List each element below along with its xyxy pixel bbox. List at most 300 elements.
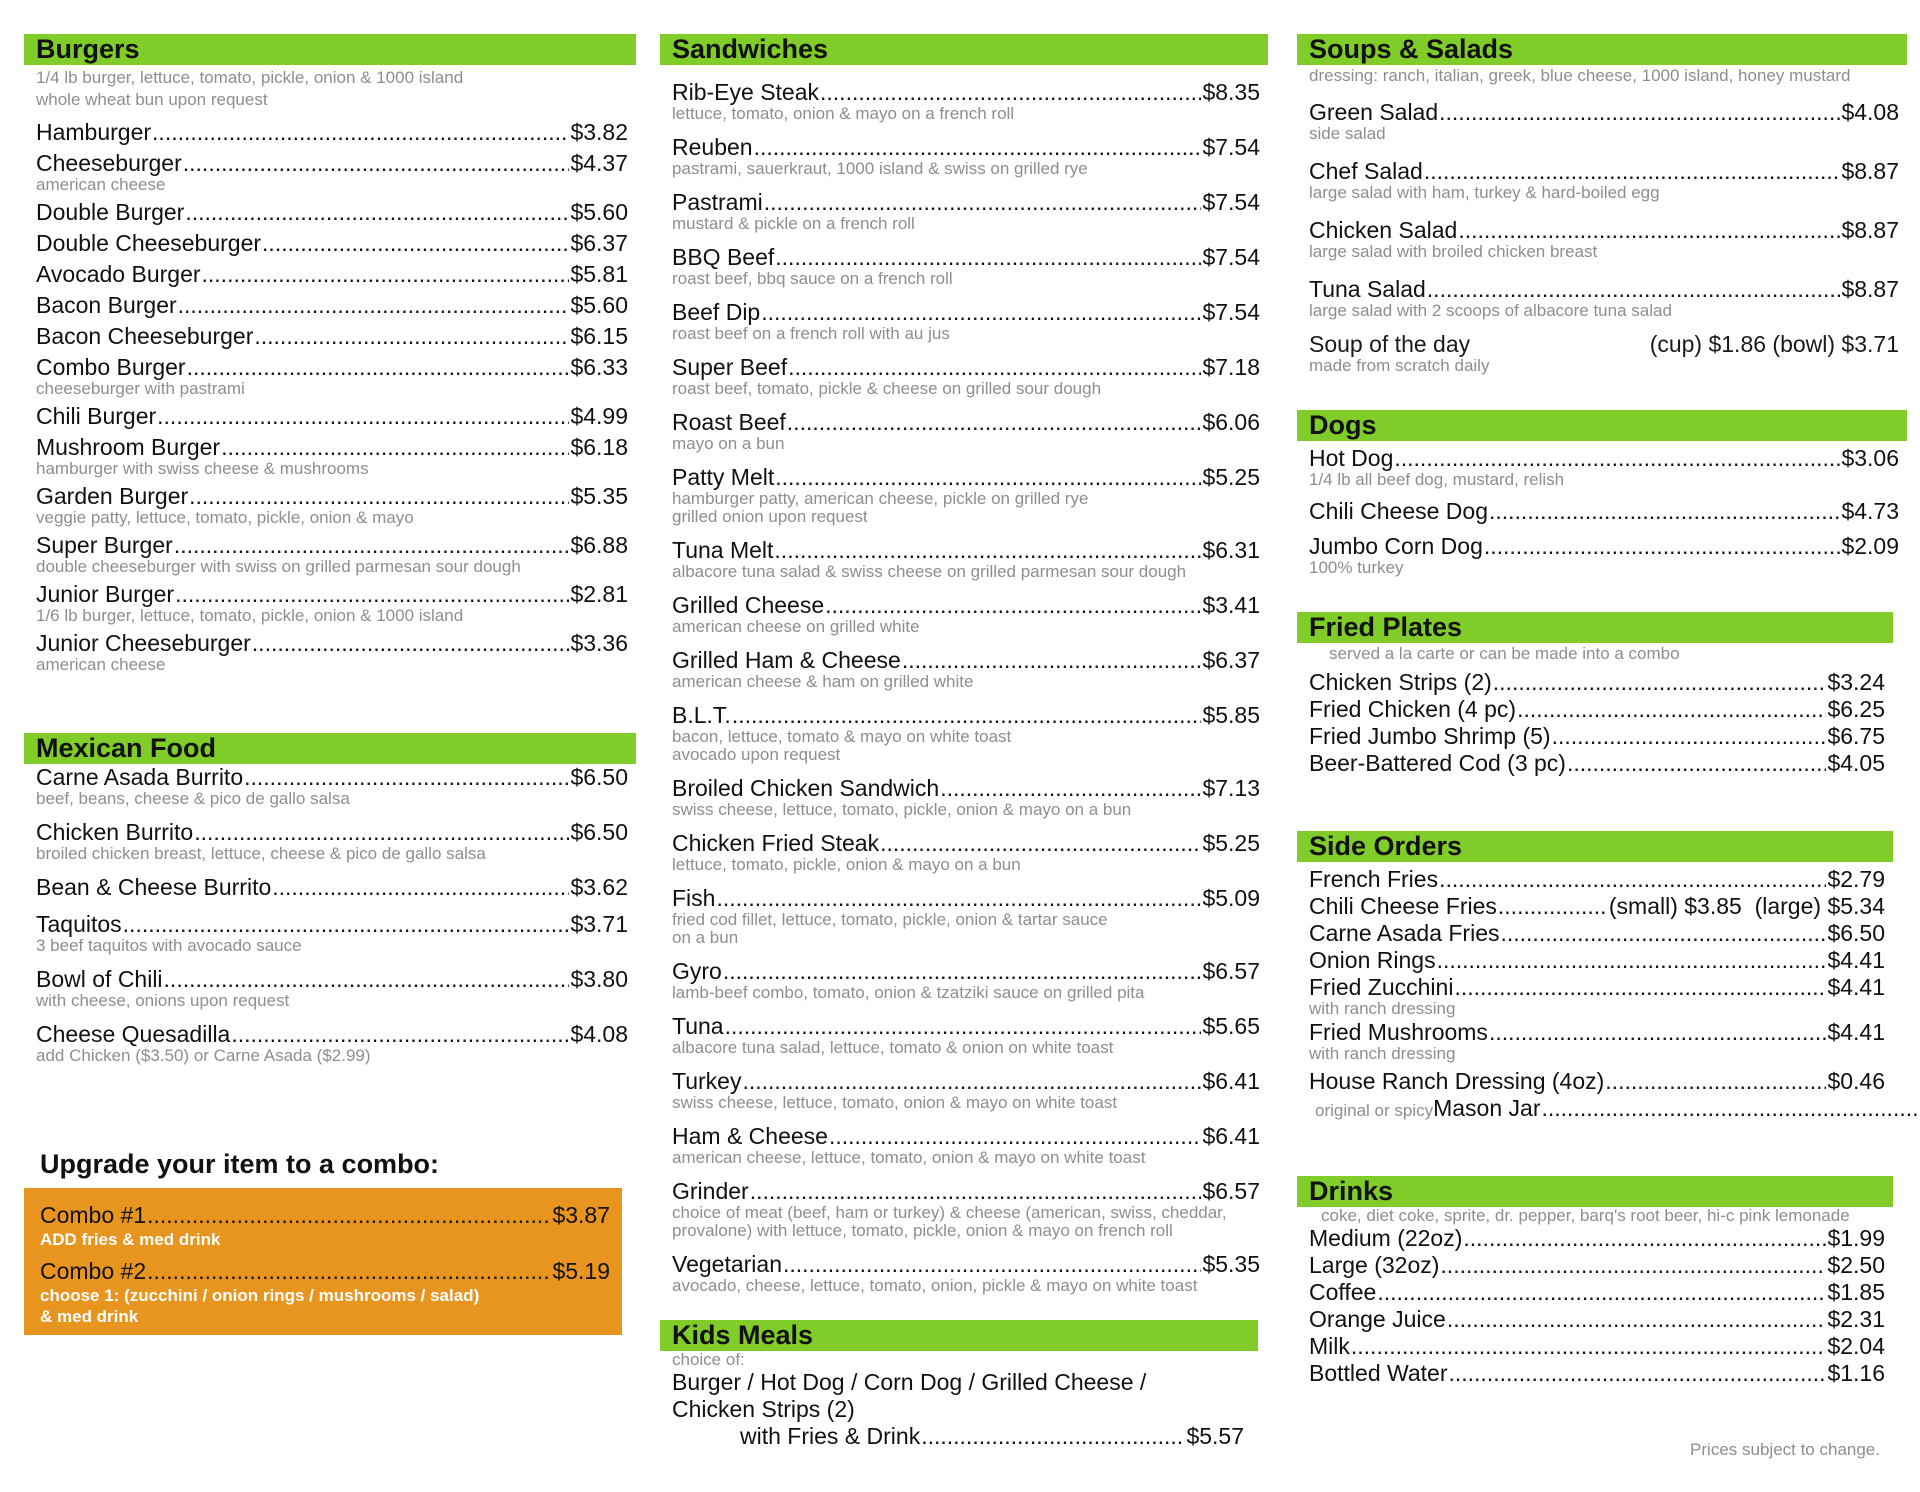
kids-section: [660, 1320, 1258, 1450]
leader-dots: [775, 244, 1201, 271]
item-desc: roast beef, bbq sauce on a french roll: [672, 269, 953, 288]
leader-dots: [825, 592, 1201, 619]
item-row: [672, 1013, 1260, 1040]
burgers-notes: [24, 67, 636, 111]
price-disclaimer: Prices subject to change.: [1690, 1440, 1880, 1459]
item-desc: bacon, lettuce, tomato & mayo on white toast: [672, 727, 1012, 746]
menu-item: [672, 79, 1260, 124]
item-desc: albacore tuna salad, lettuce, tomato & onion on white toast: [672, 1038, 1114, 1057]
item-desc: roast beef on a french roll with au jus: [672, 324, 950, 343]
item-name: Chicken Fried Steak: [672, 830, 880, 856]
item-name: Jumbo Corn Dog: [1309, 533, 1483, 559]
item-name: Chili Cheese Dog: [1309, 498, 1488, 524]
item-price: $1.99: [1827, 1225, 1885, 1251]
menu-item: [1309, 750, 1885, 777]
item-row: [36, 354, 628, 381]
item-name: Taquitos: [36, 911, 122, 937]
menu-item: [672, 1178, 1260, 1241]
item-row: [1309, 1019, 1885, 1046]
item-name: Chili Cheese Fries: [1309, 893, 1497, 919]
item-row: [672, 1068, 1260, 1095]
menu-item: [672, 134, 1260, 179]
menu-item: [672, 647, 1260, 692]
item-price: $7.13: [1202, 775, 1260, 801]
item-name: Chili Burger: [36, 403, 157, 429]
item-price: $2.09: [1841, 533, 1899, 559]
item-price: $5.65: [1202, 1013, 1260, 1039]
menu-item: [672, 1123, 1260, 1168]
item-price: $2.79: [1827, 866, 1885, 892]
item-row: [1309, 1333, 1885, 1360]
item-row: [36, 1021, 628, 1048]
item-row: [672, 464, 1260, 491]
menu-item: [1309, 1019, 1885, 1064]
leader-dots: [202, 261, 570, 288]
kids-with-label: with Fries & Drink: [740, 1423, 921, 1449]
leader-dots: [1463, 1225, 1826, 1252]
menu-item: [672, 1068, 1260, 1113]
mason-row: [1309, 1095, 1885, 1122]
item-price: $7.54: [1202, 299, 1260, 325]
fried-items: [1297, 669, 1893, 777]
item-price: $5.60: [570, 292, 628, 318]
kids-line-2: Chicken Strips (2): [672, 1396, 855, 1422]
menu-item: [36, 819, 628, 864]
item-name: Grinder: [672, 1178, 749, 1204]
leader-dots: [761, 299, 1201, 326]
item-row: [672, 1123, 1260, 1150]
item-row: [1309, 920, 1885, 947]
item-desc: provalone) with lettuce, tomato, pickle, onion & mayo on french roll: [672, 1221, 1173, 1240]
mexican-items: [24, 764, 636, 1066]
item-price: $5.35: [570, 483, 628, 509]
item-desc: broiled chicken breast, lettuce, cheese & pico de gallo salsa: [36, 844, 486, 863]
menu-item: [36, 119, 628, 146]
menu-item: [672, 830, 1260, 875]
item-desc: side salad: [1309, 124, 1386, 143]
item-desc: albacore tuna salad & swiss cheese on grilled parmesan sour dough: [672, 562, 1187, 581]
item-desc: with ranch dressing: [1309, 999, 1456, 1018]
leader-dots: [716, 885, 1201, 912]
leader-dots: [1484, 533, 1841, 560]
item-name: Combo #2: [40, 1258, 147, 1284]
menu-item: [1309, 974, 1885, 1019]
item-row: [36, 261, 628, 288]
leader-dots: [723, 958, 1202, 985]
item-name: Tuna Salad: [1309, 276, 1426, 302]
leader-dots: [157, 403, 569, 430]
item-name: Orange Juice: [1309, 1306, 1446, 1332]
item-row: [1309, 1225, 1885, 1252]
item-name: Carne Asada Fries: [1309, 920, 1500, 946]
item-desc: lettuce, tomato, pickle, onion & mayo on a bun: [672, 855, 1021, 874]
item-desc: large salad with broiled chicken breast: [1309, 242, 1598, 261]
leader-dots: [1489, 1019, 1827, 1046]
item-desc: beef, beans, cheese & pico de gallo salsa: [36, 789, 350, 808]
menu-item: [672, 775, 1260, 820]
item-price: $6.88: [570, 532, 628, 558]
leader-dots: [742, 1068, 1201, 1095]
menu-item: [1309, 696, 1885, 723]
soup-name: Soup of the day: [1309, 331, 1471, 357]
item-price: $4.41: [1827, 1019, 1885, 1045]
item-name: Bean & Cheese Burrito: [36, 874, 272, 900]
menu-item: [672, 1251, 1260, 1296]
item-price: $6.31: [1202, 537, 1260, 563]
item-price: $6.15: [570, 323, 628, 349]
menu-item: [672, 885, 1260, 948]
menu-item: [1309, 533, 1899, 578]
leader-dots: [189, 483, 569, 510]
menu-item: [36, 261, 628, 288]
combo-title: Upgrade your item to a combo:: [40, 1149, 440, 1179]
leader-dots: [1567, 750, 1826, 777]
item-price: $3.41: [1202, 592, 1260, 618]
menu-item: [36, 911, 628, 956]
sides-section: [1297, 831, 1893, 1122]
item-name: House Ranch Dressing (4oz): [1309, 1068, 1605, 1094]
leader-dots: [178, 292, 570, 319]
menu-item: [36, 532, 628, 577]
item-name: Fish: [672, 885, 716, 911]
menu-item: [36, 1021, 628, 1066]
menu-item: [1309, 866, 1885, 893]
leader-dots: [254, 323, 569, 350]
menu-item: [1309, 1225, 1885, 1252]
item-name: Vegetarian: [672, 1251, 782, 1277]
item-price: $6.37: [570, 230, 628, 256]
item-row: [36, 230, 628, 257]
leader-dots: [221, 434, 569, 461]
item-row: [1309, 696, 1885, 723]
item-name: Chicken Burrito: [36, 819, 194, 845]
item-name: Chef Salad: [1309, 158, 1423, 184]
kids-line-1: Burger / Hot Dog / Corn Dog / Grilled Cheese /: [672, 1369, 1147, 1395]
leader-dots: [940, 775, 1201, 802]
leader-dots: [880, 830, 1201, 857]
item-row: [1309, 533, 1899, 560]
item-desc: large salad with ham, turkey & hard-boiled egg: [1309, 183, 1660, 202]
leader-dots: [1458, 217, 1840, 244]
item-desc: american cheese: [36, 655, 166, 674]
item-row: [1309, 669, 1885, 696]
item-row: [1309, 498, 1899, 525]
item-price: $4.73: [1841, 498, 1899, 524]
item-name: Medium (22oz): [1309, 1225, 1463, 1251]
leader-dots: [152, 119, 569, 146]
item-row: [672, 775, 1260, 802]
leader-dots: [1437, 947, 1827, 974]
item-price: $8.87: [1841, 276, 1899, 302]
item-price: $4.05: [1827, 750, 1885, 776]
item-desc: grilled onion upon request: [672, 507, 868, 526]
item-desc: american cheese: [36, 175, 166, 194]
item-row: [36, 911, 628, 938]
leader-dots: [750, 1178, 1202, 1205]
item-name: Garden Burger: [36, 483, 189, 509]
menu-item: [40, 1258, 610, 1327]
menu-item: [1309, 1333, 1885, 1360]
menu-item: [1309, 1068, 1885, 1122]
item-row: [36, 532, 628, 559]
leader-dots: [183, 150, 570, 177]
item-price: $3.24: [1827, 669, 1885, 695]
leader-dots: [754, 134, 1202, 161]
item-name: Onion Rings: [1309, 947, 1436, 973]
leader-dots: [187, 354, 570, 381]
right-column: [1297, 34, 1907, 1387]
leader-dots: [1517, 696, 1826, 723]
leader-dots: [921, 1423, 1185, 1450]
item-desc: 1/4 lb all beef dog, mustard, relish: [1309, 470, 1565, 489]
item-row: [36, 874, 628, 901]
item-price: $4.41: [1827, 947, 1885, 973]
item-price: $5.81: [570, 261, 628, 287]
item-price: $5.25: [1202, 464, 1260, 490]
soup-price: (cup) $1.86 (bowl) $3.71: [1649, 331, 1899, 357]
menu-item: [36, 323, 628, 350]
item-name: Mushroom Burger: [36, 434, 221, 460]
menu-item: [36, 483, 628, 528]
leader-dots: [1439, 99, 1840, 126]
item-name: Fried Jumbo Shrimp (5): [1309, 723, 1551, 749]
menu-item: [1309, 1306, 1885, 1333]
item-row: [672, 1178, 1260, 1205]
leader-dots: [774, 537, 1201, 564]
burgers-note: 1/4 lb burger, lettuce, tomato, pickle, onion & 1000 island: [36, 68, 464, 87]
item-price: $6.41: [1202, 1123, 1260, 1149]
menu-item: [1309, 893, 1885, 920]
item-row: [672, 702, 1260, 729]
item-name: Combo Burger: [36, 354, 186, 380]
leader-dots: [783, 1251, 1201, 1278]
menu-item: [36, 292, 628, 319]
leader-dots: [820, 79, 1201, 106]
menu-item: [1309, 669, 1885, 696]
fried-header: Fried Plates: [1297, 612, 1893, 643]
menu-item: [1309, 158, 1899, 203]
combo-section: [24, 1148, 636, 1335]
drinks-items: [1297, 1225, 1893, 1387]
item-price: $5.35: [1202, 1251, 1260, 1277]
item-desc: roast beef, tomato, pickle & cheese on grilled sour dough: [672, 379, 1102, 398]
item-desc: pastrami, sauerkraut, 1000 island & swiss on grilled rye: [672, 159, 1088, 178]
menu-item: [672, 464, 1260, 527]
mexican-header: Mexican Food: [24, 733, 636, 764]
menu-item: [36, 581, 628, 626]
item-name: Chicken Strips (2): [1309, 669, 1492, 695]
item-name: Cheese Quesadilla: [36, 1021, 231, 1047]
menu-item: [36, 966, 628, 1011]
menu-item: [672, 958, 1260, 1003]
item-name: Turkey: [672, 1068, 742, 1094]
sides-items: [1297, 866, 1893, 1122]
leader-dots: [194, 819, 569, 846]
leader-dots: [829, 1123, 1201, 1150]
item-row: [1309, 99, 1899, 126]
leader-dots: [244, 764, 569, 791]
item-row: [36, 199, 628, 226]
item-price: $6.41: [1202, 1068, 1260, 1094]
item-price: $7.54: [1202, 134, 1260, 160]
leader-dots: [902, 647, 1202, 674]
left-column: [24, 34, 636, 1335]
item-price: $0.46: [1827, 1068, 1885, 1094]
sandwiches-items: [660, 79, 1268, 1296]
leader-dots: [1605, 1068, 1826, 1095]
item-price: $3.36: [570, 630, 628, 656]
item-name: Gyro: [672, 958, 722, 984]
item-desc: with cheese, onions upon request: [36, 991, 290, 1010]
item-price: $2.81: [570, 581, 628, 607]
item-desc: veggie patty, lettuce, tomato, pickle, onion & mayo: [36, 508, 414, 527]
item-price: $2.50: [1827, 1252, 1885, 1278]
leader-dots: [123, 911, 570, 938]
item-name: Fried Zucchini: [1309, 974, 1454, 1000]
item-name: French Fries: [1309, 866, 1439, 892]
leader-dots: [1447, 1306, 1827, 1333]
item-price: $6.06: [1202, 409, 1260, 435]
item-desc: with ranch dressing: [1309, 1044, 1456, 1063]
item-price: $1.16: [1827, 1360, 1885, 1386]
leader-dots: [231, 1021, 569, 1048]
item-desc: american cheese, lettuce, tomato, onion & mayo on white toast: [672, 1148, 1146, 1167]
leader-dots: [1448, 1360, 1826, 1387]
leader-dots: [1552, 723, 1827, 750]
item-desc: cheeseburger with pastrami: [36, 379, 245, 398]
soup-of-day: [1297, 331, 1907, 376]
leader-dots: [262, 230, 569, 257]
leader-dots: [272, 874, 569, 901]
item-row: [36, 483, 628, 510]
item-desc: swiss cheese, lettuce, tomato, pickle, onion & mayo on a bun: [672, 800, 1132, 819]
item-desc: on a bun: [672, 928, 739, 947]
menu-item: [1309, 1252, 1885, 1279]
menu-item: [672, 592, 1260, 637]
leader-dots: [764, 189, 1202, 216]
item-row: [672, 885, 1260, 912]
item-row: [36, 403, 628, 430]
item-price: $3.62: [570, 874, 628, 900]
menu-item: [672, 537, 1260, 582]
item-price: $5.85: [1202, 702, 1260, 728]
item-name: Ham & Cheese: [672, 1123, 828, 1149]
item-name: B.L.T.: [672, 702, 731, 728]
sandwiches-header: Sandwiches: [660, 34, 1268, 65]
item-name: Avocado Burger: [36, 261, 201, 287]
item-name: Broiled Chicken Sandwich: [672, 775, 940, 801]
item-row: [36, 819, 628, 846]
item-name: Beef Dip: [672, 299, 761, 325]
ranch-desc: original or spicy: [1315, 1101, 1434, 1120]
item-price: $6.18: [570, 434, 628, 460]
menu-item: [36, 150, 628, 195]
dogs-items: [1297, 445, 1907, 578]
menu-item: [1309, 723, 1885, 750]
drinks-header: Drinks: [1297, 1176, 1893, 1207]
item-name: Chicken Salad: [1309, 217, 1458, 243]
menu-item: [672, 354, 1260, 399]
leader-dots: [1440, 1252, 1826, 1279]
item-row: [1309, 1360, 1885, 1387]
leader-dots: [1351, 1333, 1827, 1360]
item-row: [672, 409, 1260, 436]
menu-item: [36, 199, 628, 226]
menu-item: [672, 189, 1260, 234]
item-price: $6.50: [1827, 920, 1885, 946]
menu-item: [36, 354, 628, 399]
item-price: $3.87: [552, 1202, 610, 1228]
item-row: [672, 537, 1260, 564]
soup-desc: made from scratch daily: [1309, 356, 1490, 375]
menu-item: [1309, 445, 1899, 490]
leader-dots: [1489, 498, 1840, 525]
burgers-items: [24, 119, 636, 675]
item-price: $3.06: [1841, 445, 1899, 471]
item-row: [672, 299, 1260, 326]
menu-item: [40, 1202, 610, 1250]
item-row: [36, 323, 628, 350]
item-row: [672, 958, 1260, 985]
item-price: $3.82: [570, 119, 628, 145]
menu-item: [36, 230, 628, 257]
item-name: Carne Asada Burrito: [36, 764, 244, 790]
item-name: Grilled Ham & Cheese: [672, 647, 901, 673]
item-price: $4.08: [1841, 99, 1899, 125]
item-row: [672, 244, 1260, 271]
sides-header: Side Orders: [1297, 831, 1893, 862]
item-price: $6.57: [1202, 958, 1260, 984]
item-row: [36, 119, 628, 146]
item-desc: 1/6 lb burger, lettuce, tomato, pickle, onion & 1000 island: [36, 606, 464, 625]
item-desc: 3 beef taquitos with avocado sauce: [36, 936, 302, 955]
item-name: Junior Burger: [36, 581, 175, 607]
kids-price-row: [660, 1423, 1258, 1450]
item-desc: add Chicken ($3.50) or Carne Asada ($2.99): [36, 1046, 371, 1065]
item-row: [36, 966, 628, 993]
item-row: [1309, 947, 1885, 974]
item-price: $6.75: [1827, 723, 1885, 749]
menu-item: [672, 299, 1260, 344]
leader-dots: [1498, 893, 1608, 920]
item-price: $6.50: [570, 819, 628, 845]
middle-column: [660, 34, 1268, 1450]
item-desc: mayo on a bun: [672, 434, 785, 453]
item-row: [1309, 445, 1899, 472]
item-name: Bottled Water: [1309, 1360, 1448, 1386]
kids-price: $5.57: [1186, 1423, 1244, 1449]
leader-dots: [1541, 1095, 1920, 1122]
leader-dots: [252, 630, 570, 657]
item-desc: swiss cheese, lettuce, tomato, onion & mayo on white toast: [672, 1093, 1118, 1112]
item-name: Combo #1: [40, 1202, 147, 1228]
item-name: Super Burger: [36, 532, 173, 558]
item-desc: avocado upon request: [672, 745, 841, 764]
item-price: $8.87: [1841, 158, 1899, 184]
item-row: [672, 830, 1260, 857]
item-price: $6.57: [1202, 1178, 1260, 1204]
item-desc: fried cod fillet, lettuce, tomato, pickle, onion & tartar sauce: [672, 910, 1108, 929]
menu-item: [1309, 947, 1885, 974]
item-price: $3.80: [570, 966, 628, 992]
item-price: $5.25: [1202, 830, 1260, 856]
item-name: Milk: [1309, 1333, 1350, 1359]
item-row: [1309, 723, 1885, 750]
soups-section: [1297, 34, 1907, 376]
item-row: [672, 79, 1260, 106]
menu-item: [36, 403, 628, 430]
item-name: Green Salad: [1309, 99, 1439, 125]
